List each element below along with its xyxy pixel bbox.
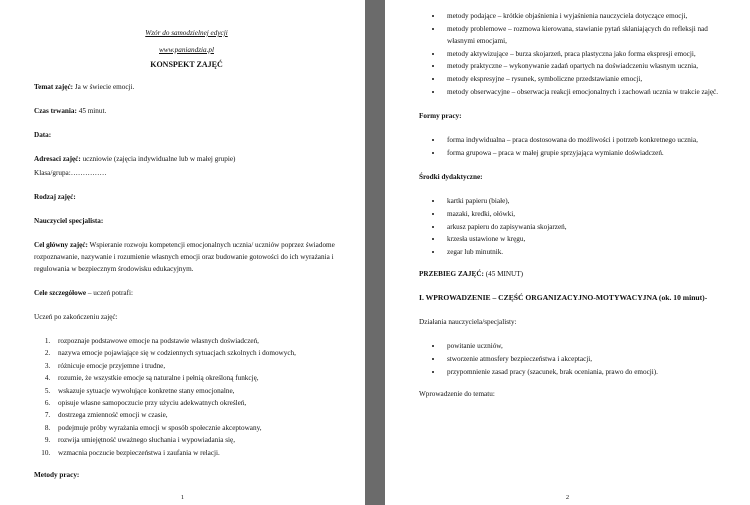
dzialania-list [419,340,724,378]
objectives-list [34,335,339,459]
list-item: 2. nazywa emocje pojawiające się w codziennych sytuacjach szkolnych i domowych, [52,347,339,359]
wprowadzenie-label: Wprowadzenie do tematu: [419,390,495,399]
field-metody: Metody pracy: [34,471,80,480]
list-item: • powitanie uczniów, [443,340,724,353]
list-item: 10. wzmacnia poczucie bezpieczeństwa i zaufania w relacji. [52,447,339,459]
field-data: Data: [34,131,52,139]
field-klasa: Klasa/grupa:…………… [34,169,107,177]
list-item: 7. dostrzega zmienność emocji w czasie, [52,409,339,421]
uczen-intro: Uczeń po zakończeniu zajęć: [34,313,118,321]
field-nauczyciel: Nauczyciel specjalista: [34,217,104,225]
page-2 [385,0,750,505]
list-item: 4. rozumie, że wszystkie emocje są naturalne i pełnią określoną funkcję, [52,372,339,384]
list-item: • metody aktywizujące – burza skojarzeń, praca plastyczna jako forma ekspresji emocji, [443,48,724,61]
field-adresaci: Adresaci zajęć: uczniowie (zajęcia indywidualne lub w małej grupie) [34,155,236,163]
page-number: 1 [180,494,185,501]
list-item: • metody podające – krótkie objaśnienia i wyjaśnienia nauczyciela dotyczące emocji, [443,10,724,23]
list-item: 5. wskazuje sytuacje wywołujące konkretne stany emocjonalne, [52,385,339,397]
list-item: • forma grupowa – praca w małej grupie sprzyjająca wymianie doświadczeń. [443,147,724,160]
list-item: 1. rozpoznaje podstawowe emocje na podstawie własnych doświadczeń, [52,335,339,347]
website-link[interactable]: www.paniandzia.pl [159,46,214,54]
field-temat: Temat zajęć: Ja w świecie emocji. [34,83,135,91]
field-czas: Czas trwania: 45 minut. [34,107,107,115]
list-item: 3. różnicuje emocje przyjemne i trudne, [52,360,339,372]
list-item: • przypomnienie zasad pracy (szacunek, brak oceniania, prawo do emocji). [443,366,724,379]
page-number: 2 [565,494,570,501]
page-gutter [365,0,385,505]
field-srodki: Środki dydaktyczne: [419,173,483,182]
list-item: 8. podejmuje próby wyrażania emocji w sposób społecznie akceptowany, [52,422,339,434]
page-1 [0,0,365,505]
list-item: • mazaki, kredki, ołówki, [443,208,724,221]
list-item: 6. opisuje własne samopoczucie przy użyciu adekwatnych określeń, [52,397,339,409]
list-item: • metody obserwacyjne – obserwacja reakcji emocjonalnych i zachowań ucznia w trakcie zajęć. [443,86,724,99]
field-cele-szczegolowe: Cele szczegółowe – uczeń potrafi: [34,289,133,297]
section-heading-1: I. WPROWADZENIE – CZĘŚĆ ORGANIZACYJNO-MOTYWACYJNA (ok. 10 minut)- [419,293,708,303]
list-item: • zegar lub minutnik. [443,246,724,259]
field-formy: Formy pracy: [419,112,462,121]
field-cel-glowny: Cel główny zajęć: Wspieranie rozwoju kompetencji emocjonalnych ucznia/ uczniów poprzez świadome rozpoznawanie, nazywanie i rozumienie własnych emocji oraz budowanie gotowości do ich wyrażania i regulowania w bezpiecznym środowisku edukacyjnym. [34,241,335,273]
formy-list [419,134,724,159]
document-title: KONSPEKT ZAJĘĆ [150,60,223,69]
list-item: • metody problemowe – rozmowa kierowana, stawianie pytań skłaniających do refleksji nad własnymi emocjami, [443,23,724,48]
srodki-list [419,195,724,258]
dzialania-label: Działania nauczyciela/specjalisty: [419,318,517,327]
list-item: • stworzenie atmosfery bezpieczeństwa i akceptacji, [443,353,724,366]
field-przebieg: PRZEBIEG ZAJĘĆ: (45 MINUT) [419,270,524,279]
list-item: • kartki papieru (białe), [443,195,724,208]
list-item: • metody praktyczne – wykonywanie zadań opartych na doświadczeniu własnym ucznia, [443,60,724,73]
list-item: • metody ekspresyjne – rysunek, symboliczne przedstawianie emocji, [443,73,724,86]
list-item: • arkusz papieru do zapisywania skojarzeń, [443,221,724,234]
list-item: • krzesła ustawione w kręgu, [443,233,724,246]
methods-list [419,10,724,98]
list-item: 9. rozwija umiejętność uważnego słuchania i wypowiadania się, [52,434,339,446]
field-rodzaj: Rodzaj zajęć: [34,193,76,201]
list-item: • forma indywidualna – praca dostosowana do możliwości i potrzeb konkretnego ucznia, [443,134,724,147]
edit-template-header: Wzór do samodzielnej edycji [145,29,228,37]
